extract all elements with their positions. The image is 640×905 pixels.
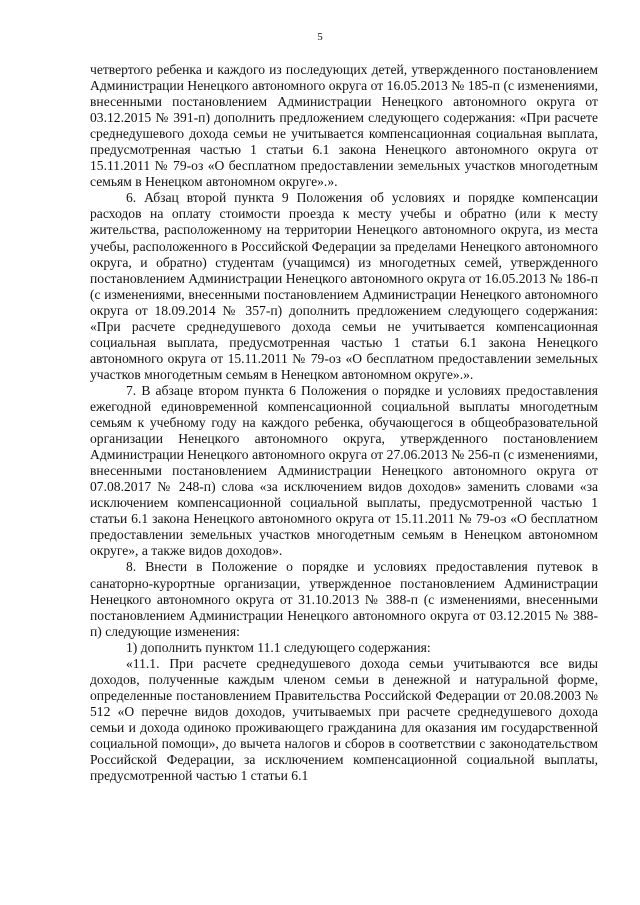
- paragraph-continuation: четвертого ребенка и каждого из последующих детей, утвержденного постановлением Администрации Ненецкого автономного округа от 16.05.2013 № 185-п (с изменениями, внесенными постановлением Администрации Ненецкого автономного округа от 03.12.2015 № 391-п) дополнить предложением следующего содержания: «При расчете среднедушевого дохода семьи не учитывается компенсационная социальная выплата, предусмотренная частью 1 статьи 6.1 закона Ненецкого автономного округа от 15.11.2011 № 79-оз «О бесплатном предоставлении земельных участков многодетным семьям в Ненецком автономном округе».».: [90, 62, 598, 190]
- document-body: [90, 62, 598, 784]
- page-number: 5: [317, 31, 323, 43]
- paragraph-subitem-1: 1) дополнить пунктом 11.1 следующего содержания:: [126, 639, 431, 655]
- paragraph-clause-11-1: «11.1. При расчете среднедушевого дохода семьи учитываются все виды доходов, полученные каждым членом семьи в денежной и натуральной форме, определенные постановлением Правительства Российской Федерации от 20.08.2003 № 512 «О перечне видов доходов, учитываемых при расчете среднедушевого дохода семьи и дохода одиноко проживающего гражданина для оказания им государственной социальной помощи», до вычета налогов и сборов в соответствии с законодательством Российской Федерации, за исключением компенсационной социальной выплаты, предусмотренной частью 1 статьи 6.1: [90, 655, 598, 784]
- paragraph-item-8: 8. Внести в Положение о порядке и условиях предоставления путевок в санаторно-курортные организации, утвержденное постановлением Администрации Ненецкого автономного округа от 31.10.2013 № 388-п (с изменениями, внесенными постановлением Администрации Ненецкого автономного округа от 03.12.2015 № 388-п) следующие изменения:: [90, 559, 598, 639]
- paragraph-item-7: 7. В абзаце втором пункта 6 Положения о порядке и условиях предоставления ежегодной единовременной компенсационной социальной выплаты многодетным семьям к учебному году на каждого ребенка, обучающегося в общеобразовательной организации Ненецкого автономного округа, утвержденного постановлением Администрации Ненецкого автономного округа от 27.06.2013 № 256-п (с изменениями, внесенными постановлением Администрации Ненецкого автономного округа от 07.08.2017 № 248-п) слова «за исключением видов доходов» заменить словами «за исключением компенсационной социальной выплаты, предусмотренной частью 1 статьи 6.1 закона Ненецкого автономного округа от 15.11.2011 № 79-оз «О бесплатном предоставлении земельных участков многодетным семьям в Ненецком автономном округе», а также видов доходов».: [90, 382, 598, 559]
- paragraph-item-6: 6. Абзац второй пункта 9 Положения об условиях и порядке компенсации расходов на оплату стоимости проезда к месту учебы и обратно (или к месту жительства, расположенному на территории Ненецкого автономного округа, из места учебы, расположенного в Российской Федерации за пределами Ненецкого автономного округа, и обратно) студентам (учащимся) из многодетных семей, утвержденного постановлением Администрации Ненецкого автономного округа от 16.05.2013 № 186-п (с изменениями, внесенными постановлением Администрации Ненецкого автономного округа от 18.09.2014 № 357-п) дополнить предложением следующего содержания: «При расчете среднедушевого дохода семьи не учитывается компенсационная социальная выплата, предусмотренная частью 1 статьи 6.1 закона Ненецкого автономного округа от 15.11.2011 № 79-оз «О бесплатном предоставлении земельных участков многодетным семьям в Ненецком автономном округе».».: [90, 190, 598, 382]
